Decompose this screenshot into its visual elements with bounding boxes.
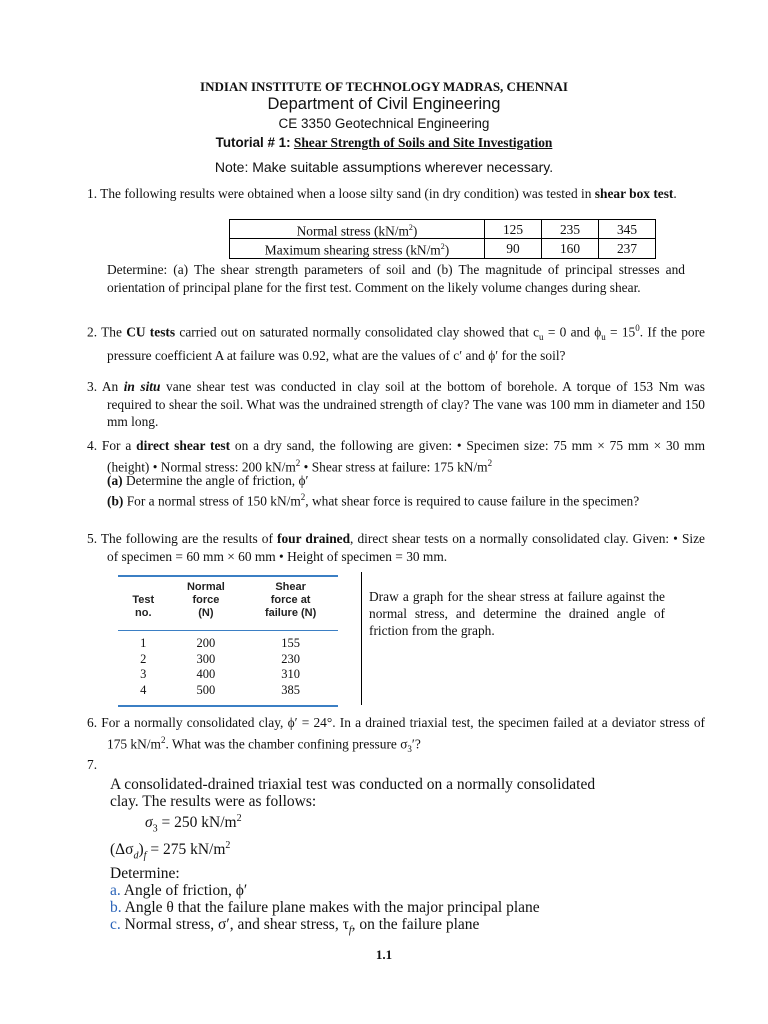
question-2: 2. The CU tests carried out on saturated normally consolidated clay showed that $c_u = 0$ and $\phi_u = 15^0$. If the pore pressure coefficient A at failure was 0.92, what are the values of c′ and ϕ′ for the soil? <box>87 323 705 363</box>
tutorial-label: Tutorial # 1: <box>215 135 291 150</box>
q1-determine: Determine: (a) The shear strength parameters of soil and (b) The magnitude of principal stresses and orientation of principal plane for the first test. Comment on the likely volume changes during shear. <box>107 262 685 295</box>
institute-name: INDIAN INSTITUTE OF TECHNOLOGY MADRAS, CHENNAI <box>200 79 568 94</box>
q7-item-b: b. Angle θ that the failure plane makes with the major principal plane <box>110 898 540 916</box>
q7-item-c: c. Normal stress, σ′, and shear stress, $\tau_f$, on the failure plane <box>110 915 480 936</box>
q7-item-a: a. Angle of friction, ϕ′ <box>110 881 248 899</box>
q4-part-b: (b) For a normal stress of 150 $kN/m^2$, what shear force is required to cause failure in the specimen? <box>107 492 640 509</box>
table-row: 4 500 385 <box>140 682 300 697</box>
department-name: Department of Civil Engineering <box>267 95 501 113</box>
table-row: Maximum shearing stress $(kN/m^2)$ 90 160 237 <box>230 239 656 258</box>
q7-eq-sigma3: $\sigma_3 = 250$ $kN/m^2$ <box>145 813 242 835</box>
question-4: 4. For a direct shear test on a dry sand, the following are given: • Specimen size: 75 mm × 75 mm × 30 mm (height) • Normal stress: 200 $kN/m^2$ • Shear stress at failure: 175 $kN/m^2$ <box>87 438 705 475</box>
question-7 <box>110 776 690 939</box>
tutorial-heading <box>0 135 768 151</box>
table-row: 2 300 230 <box>140 651 300 666</box>
q4-part-a: (a) Determine the angle of friction, ϕ′ <box>107 473 309 488</box>
question-3: 3. An in situ vane shear test was conducted in clay soil at the bottom of borehole. A torque of 153 Nm was required to shear the soil. What was the undrained strength of clay? The vane was 100 mm in diameter and 150 mm long. <box>87 379 705 430</box>
vertical-divider <box>361 572 362 705</box>
q5-instructions: Draw a graph for the shear stress at failure against the normal stress, and determine the drained angle of friction from the graph. <box>369 589 665 638</box>
table-row: 3 400 310 <box>140 667 300 681</box>
q1-table <box>229 219 656 259</box>
table-header-row: Test no. Normal force (N) Shear force at failure (N) <box>132 581 317 619</box>
q7-determine: Determine: <box>110 864 180 882</box>
q7-number: 7. <box>87 757 98 772</box>
table-row: 1 200 155 <box>140 636 300 650</box>
q7-intro-line-1: A consolidated-drained triaxial test was conducted on a normally consolidated <box>110 776 596 793</box>
question-6: 6. For a normally consolidated clay, ϕ′ = 24°. In a drained triaxial test, the specimen failed at a deviator stress of 175 $kN/m^2$. What was the chamber confining pressure $\sigma_3'$? <box>87 715 705 754</box>
question-5: 5. The following are the results of four drained, direct shear tests on a normally consolidated clay. Given: • Size of specimen = 60 mm × 60 mm • Height of specimen = 30 mm. <box>87 531 705 564</box>
tutorial-title: Shear Strength of Soils and Site Investigation <box>293 135 553 150</box>
question-1: 1. The following results were obtained when a loose silty sand (in dry condition) was tested in shear box test. <box>87 186 677 201</box>
page-number: 1.1 <box>375 947 393 962</box>
q7-eq-deviator: $(\Delta\sigma_d)_f = 275$ $kN/m^2$ <box>110 840 231 862</box>
note: Note: Make suitable assumptions wherever necessary. <box>214 159 554 175</box>
q5-table <box>118 575 338 707</box>
q7-intro-line-2: clay. The results were as follows: <box>110 793 317 810</box>
table-row: Normal stress $(kN/m^2)$ 125 235 345 <box>230 220 656 239</box>
course-title: CE 3350 Geotechnical Engineering <box>278 116 490 131</box>
